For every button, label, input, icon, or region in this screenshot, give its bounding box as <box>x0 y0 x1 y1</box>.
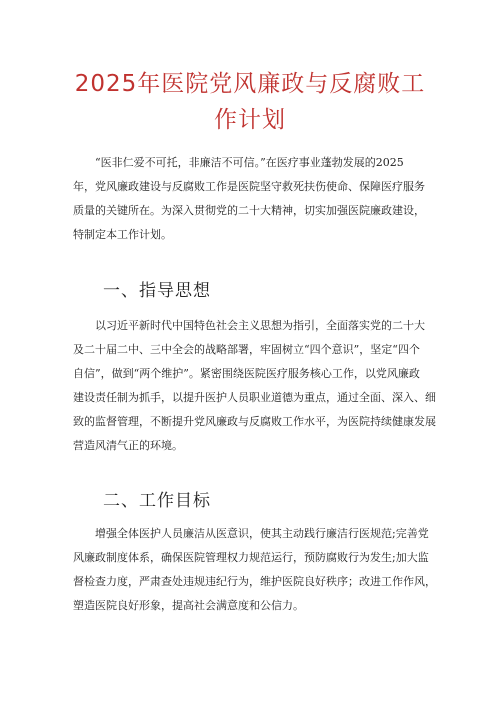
paragraph-line: 自信”，做到“两个维护”。紧密围绕医院医疗服务核心工作，以党风廉政 <box>73 367 420 380</box>
paragraph-line: 督检查力度，严肃查处违规违纪行为，维护医院良好秩序；改进工作作风， <box>73 575 436 588</box>
paragraph-line: 年，党风廉政建设与反腐败工作是医院坚守救死扶伤使命、保障医疗服务 <box>73 180 425 193</box>
work-goals-paragraph <box>73 522 435 618</box>
intro-paragraph <box>73 151 435 247</box>
paragraph-line: 特制定本工作计划。 <box>73 228 172 241</box>
paragraph-line: 营造风清气正的环境。 <box>73 439 183 452</box>
paragraph-line: “医非仁爱不可托，非廉洁不可信。”在医疗事业蓬勃发展的2025 <box>73 156 404 169</box>
document-title <box>70 66 430 138</box>
section-heading-guiding-ideology: 一、指导思想 <box>103 281 211 301</box>
paragraph-line: 建设责任制为抓手，以提升医护人员职业道德为重点，通过全面、深入、细 <box>73 391 436 404</box>
paragraph-line: 质量的关键所在。为深入贯彻党的二十大精神，切实加强医院廉政建设， <box>73 204 425 217</box>
guiding-ideology-paragraph <box>73 314 435 458</box>
section-heading-work-goals: 二、工作目标 <box>103 491 211 511</box>
paragraph-line: 增强全体医护人员廉洁从医意识，使其主动践行廉洁行医规范;完善党 <box>73 527 429 540</box>
paragraph-line: 塑造医院良好形象，提高社会满意度和公信力。 <box>73 599 304 612</box>
paragraph-line: 以习近平新时代中国特色社会主义思想为指引，全面落实党的二十大 <box>73 319 425 332</box>
title-line: 2025年医院党风廉政与反腐败工 <box>74 71 426 97</box>
title-line: 作计划 <box>214 107 286 133</box>
paragraph-line: 风廉政制度体系，确保医院管理权力规范运行，预防腐败行为发生;加大监 <box>73 551 429 564</box>
paragraph-line: 致的监督管理，不断提升党风廉政与反腐败工作水平，为医院持续健康发展 <box>73 415 436 428</box>
paragraph-line: 及二十届二中、三中全会的战略部署，牢固树立“四个意识”，坚定“四个 <box>73 343 420 356</box>
